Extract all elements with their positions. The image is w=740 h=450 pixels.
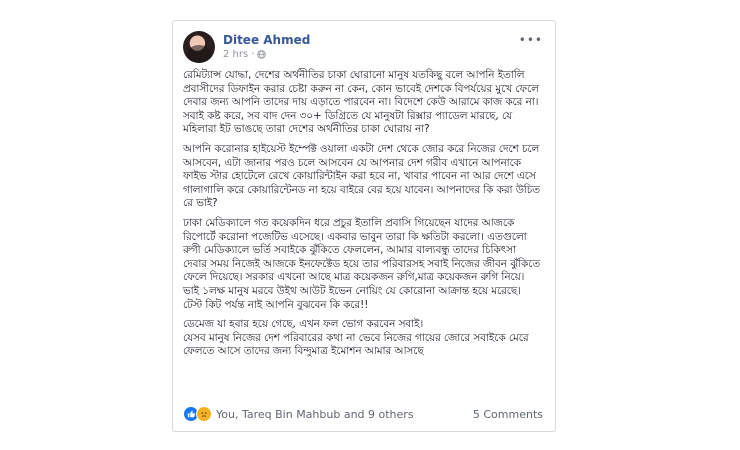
post-text bbox=[183, 69, 544, 365]
meta-separator: · bbox=[251, 49, 255, 60]
avatar[interactable] bbox=[183, 31, 215, 63]
post-paragraph: ঢাকা মেডিক্যালে গত কয়েকদিন ধরে প্রচুর ইতালি প্রবাসি গিয়েছেন যাদের আজকে রিপোর্টে করোনা পজেটিভ এসেছে। একবার ভাবুন তারা কি ক্ষতিটা করলো। এতগুলো রুগী মেডিক্যালে ভর্তি সবাইকে ঝুঁকিতে ফেললেন, আমার বাল্যবন্ধু তাদের চিকিৎসা দেবার সময় নিজেই আজকে ইনফেক্টেড হয়ে তার পরিবারসহ সবাই নিজের জীবন ঝুঁকিতে ফেলে দিয়েছে। সরকার এখনো আছে মাত্র কয়েকজন রুগি,মাত্র কয়েকজন রুগি নিয়ে। ভাই ১লক্ষ মানুষ মরবে উইথ আউট ইভেন নোয়িং যে কোরোনা আক্রান্ত হয়ে মরেছে। টেস্ট কিট পর্যন্ত নাই আপনি বুঝবেন কি করে!! bbox=[183, 216, 541, 311]
reactions-text: You, Tareq Bin Mahbub and 9 others bbox=[216, 407, 414, 421]
post-meta bbox=[223, 49, 266, 60]
post-footer bbox=[183, 405, 543, 423]
post-header bbox=[183, 31, 545, 65]
comments-count-link[interactable]: 5 Comments bbox=[472, 407, 543, 421]
reaction-icons bbox=[183, 406, 212, 422]
post-paragraph: রেমিট্যান্স যোদ্ধা, দেশের অর্থনীতির চাকা ঘোরানো মানুষ যতকিছু বলে আপনি ইতালি প্রবাসীদের ডিফাইন করার চেষ্টা করুন না কেন, কোন ভাবেই দেশকে বিপর্যয়ের মুখে ফেলে দেবার জন্য আপনি তাদের দায় এড়াতে পারবেন না। বিদেশে কেউ আরামে কাজ করে না। সবাই কষ্ট করে, সব বাদ দেন ৩০+ ডিগ্রিতে যে মানুষটা রিক্সার প্যাডেল মারছে, যে মহিলারা ইট ভাঙছে তারা দেশের অর্থনীতির চাকা ঘোরায় না? bbox=[183, 69, 543, 136]
more-options-icon[interactable]: ••• bbox=[518, 33, 543, 47]
author-name[interactable]: Ditee Ahmed bbox=[223, 33, 311, 47]
post-paragraph: ডেমেজ যা হবার হয়ে গেছে, এখন ফল ভোগ করবেন সবাই। যেসব মানুষ নিজের দেশ পরিবারের কথা না ভেবে নিজের গায়ের জোরে সবাইকে মেরে ফেলতে আসে তাদের জন্য বিন্দুমাত্র ইমোশন আমার আসছে bbox=[183, 318, 529, 358]
reactions-summary[interactable] bbox=[183, 406, 414, 422]
post-card bbox=[172, 20, 556, 432]
sad-icon bbox=[196, 406, 212, 422]
globe-icon bbox=[257, 50, 266, 59]
timestamp[interactable]: 2 hrs bbox=[223, 49, 249, 60]
post-paragraph: আপনি করোনার হাইয়েস্ট ইম্পেক্ট ওয়ালা একটা দেশ থেকে জোর করে নিজের দেশে চলে আসবেন, এটা জানার পরও চলে আসবেন যে আপনার দেশ গরীব এখানে আপনাকে ফাইভ স্টার হোটেলে রেখে কোয়ারিন্টাইন করা হবে না, খাবার পাবেন না আর দেশে এসে গালাগালি করে কোয়ারিন্টেনড না হয়ে বাইরে বের হয়ে যাবেন। আপনাদের কি করা উচিত রে ভাই? bbox=[183, 142, 544, 210]
